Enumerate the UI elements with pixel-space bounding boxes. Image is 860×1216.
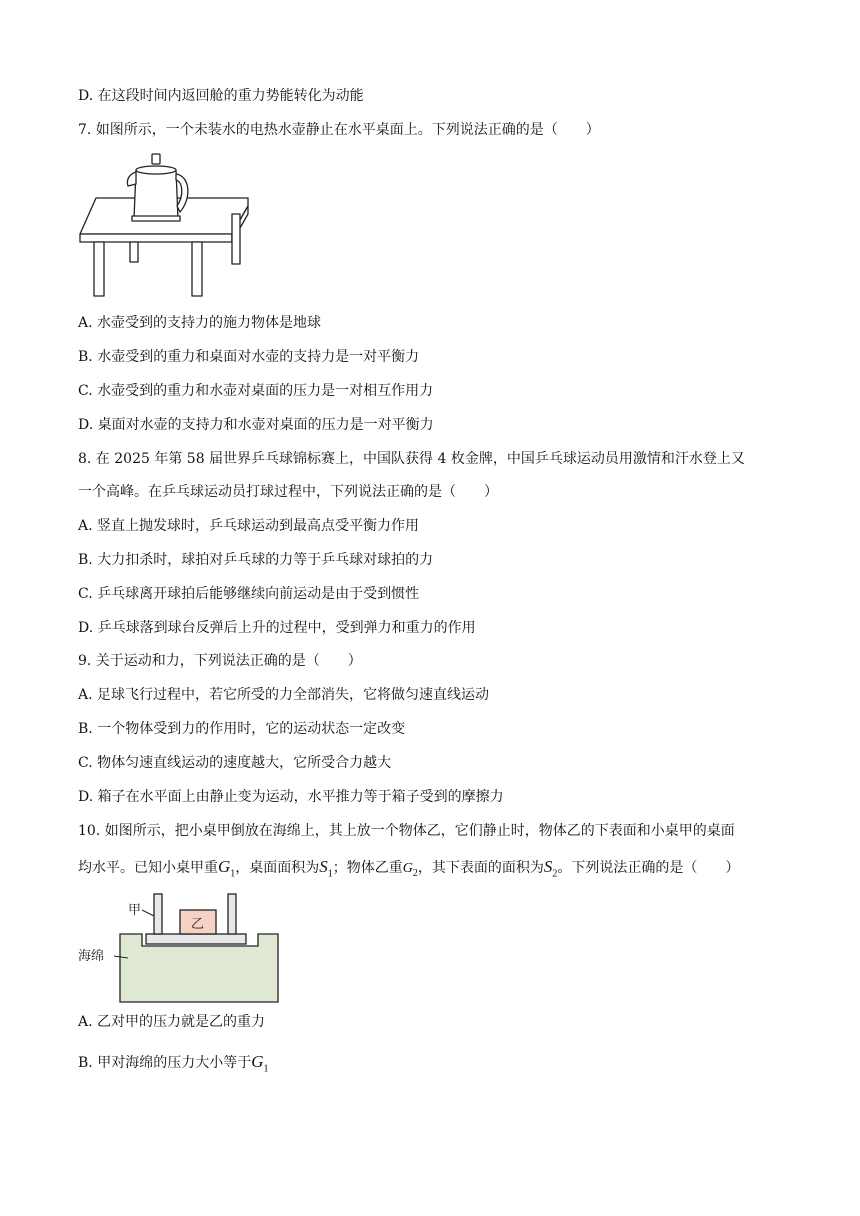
q9-option-d: D. 箱子在水平面上由静止变为运动，水平推力等于箱子受到的摩擦力 [78, 789, 504, 805]
q8-stem-line1: 8. 在 2025 年第 58 届世界乒乓球锦标赛上，中国队获得 4 枚金牌，中国乒乓球运动员用激情和汗水登上又 [78, 451, 745, 467]
q10-option-b-text: B. 甲对海绵的压力大小等于 [78, 1055, 252, 1071]
sponge-label: 海绵 [78, 949, 105, 964]
q6-option-d: D. 在这段时间内返回舱的重力势能转化为动能 [78, 88, 364, 104]
q10-stem-text-2: ，桌面面积为 [235, 860, 320, 876]
q9-option-a: A. 足球飞行过程中，若它所受的力全部消失，它将做匀速直线运动 [78, 687, 490, 703]
kettle-on-table-figure [76, 150, 256, 300]
q7-option-c: C. 水壶受到的重力和水壶对桌面的压力是一对相互作用力 [78, 383, 434, 399]
q10-stem-text-5: 。下列说法正确的是（ ） [557, 860, 740, 876]
q10-stem-text-4: ，其下表面的面积为 [417, 860, 544, 876]
q7-option-b: B. 水壶受到的重力和桌面对水壶的支持力是一对平衡力 [78, 349, 420, 365]
table-on-sponge-figure [76, 892, 282, 1004]
q9-option-c: C. 物体匀速直线运动的速度越大，它所受合力越大 [78, 755, 392, 771]
q8-option-a: A. 竖直上抛发球时，乒乓球运动到最高点受平衡力作用 [78, 518, 420, 534]
q7-option-a: A. 水壶受到的支持力的施力物体是地球 [78, 315, 322, 331]
q10-option-a: A. 乙对甲的压力就是乙的重力 [78, 1014, 266, 1030]
yi-label: 乙 [191, 917, 205, 932]
q10-stem-text-3: ；物体乙重 [332, 860, 403, 876]
q10-option-b [78, 1052, 268, 1079]
q10-stem-line2 [78, 857, 739, 884]
g1-symbol: $G_1$ [218, 857, 236, 880]
s2-symbol: $S_2$ [543, 857, 558, 880]
q10-stem-line1: 10. 如图所示，把小桌甲倒放在海绵上，其上放一个物体乙，它们静止时，物体乙的下表面和小桌甲的桌面 [78, 823, 735, 839]
q9-stem: 9. 关于运动和力，下列说法正确的是（ ） [78, 653, 362, 669]
jia-label: 甲 [128, 903, 142, 918]
s1-symbol: $S_1$ [319, 857, 333, 880]
q8-option-b: B. 大力扣杀时，球拍对乒乓球的力等于乒乓球对球拍的力 [78, 552, 434, 568]
g2-symbol: $G_2$ [402, 861, 418, 879]
q8-stem-line2: 一个高峰。在乒乓球运动员打球过程中，下列说法正确的是（ ） [78, 484, 498, 500]
q9-option-b: B. 一个物体受到力的作用时，它的运动状态一定改变 [78, 721, 406, 737]
q10-stem-text-1: 均水平。已知小桌甲重 [78, 860, 218, 876]
g1-symbol-option: $G_1$ [251, 1052, 269, 1075]
q8-option-d: D. 乒乓球落到球台反弹后上升的过程中，受到弹力和重力的作用 [78, 620, 476, 636]
q7-stem: 7. 如图所示，一个未装水的电热水壶静止在水平桌面上。下列说法正确的是（ ） [78, 122, 600, 138]
q7-option-d: D. 桌面对水壶的支持力和水壶对桌面的压力是一对平衡力 [78, 417, 434, 433]
q8-option-c: C. 乒乓球离开球拍后能够继续向前运动是由于受到惯性 [78, 586, 420, 602]
